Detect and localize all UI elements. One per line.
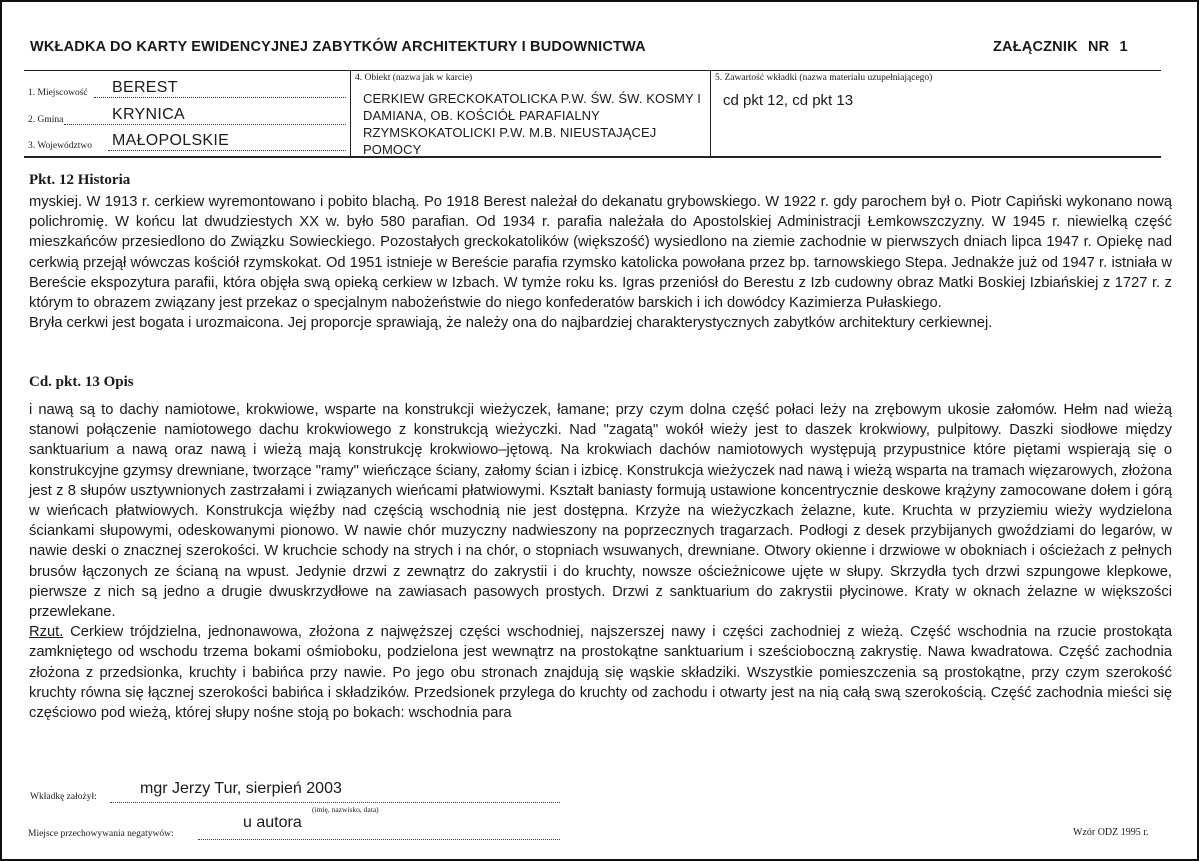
section-13-heading: Cd. pkt. 13 Opis [29,374,134,390]
rzut-text: Cerkiew trójdzielna, jednonawowa, złożona z najwęższej części wschodniej, najszerszej nawy i części zachodniej z wieżą. Część wschodnia na rzucie prostokąta zamkniętego od wschodu trzema bokami ośmioboku, podzielona jest wewnątrz na prostokątne sanktuarium i sześcioboczną zakrystię. Nawa kwadratowa. Część zachodnia złożona z przedsionka, kruchty i babińca przy nawie. Po jego obu stronach znajdują się wąskie składziki. Wszystkie pomieszczenia są prostokątne, przy czym szerokość kruchty równa się łącznej szerokości babińca i składzików. Przedsionek przylega do kruchty od zachodu i otwarty jest na nią całą swą szerokością. Część zachodnia mieści się częściowo pod wieżą, której słupy nośne stoją po bokach: wschodnia para [29,624,1172,722]
wojewodztwo-label: 3. Województwo [28,141,92,151]
miejscowosc-label: 1. Miejscowość [28,88,88,98]
zalozyl-value: mgr Jerzy Tur, sierpień 2003 [140,780,342,797]
zawartosc-label: 5. Zawartość wkładki (nazwa materiału uzupełniającego) [715,73,933,83]
object-info-table [24,70,1161,158]
contents-column [710,71,1162,156]
form-template-version: Wzór ODZ 1995 r. [1073,827,1149,838]
gmina-value: KRYNICA [112,106,185,123]
dotted-line [94,97,346,98]
dotted-line [198,839,560,840]
obiekt-value: CERKIEW GRECKOKATOLICKA P.W. ŚW. ŚW. KOSMY I DAMIANA, OB. KOŚCIÓŁ PARAFIALNY RZYMSKOKATOLICKI P.W. M.B. NIEUSTAJĄCEJ POMOCY [363,91,701,157]
form-title: WKŁADKA DO KARTY EWIDENCYJNEJ ZABYTKÓW ARCHITEKTURY I BUDOWNICTWA [30,39,646,55]
gmina-label: 2. Gmina [28,115,64,125]
gmina-row [28,101,346,127]
section-13-paragraph [29,622,1172,723]
negatywy-label: Miejsce przechowywania negatywów: [28,829,174,839]
negatywy-value: u autora [243,814,302,831]
section-13-paragraph: i nawą są to dachy namiotowe, krokwiowe, wsparte na konstrukcji wieżyczek, łamane; przy czym dolna część połaci leży na zrębowym ukosie załomów. Hełm nad wieżą stanowi połączenie namiotowego dachu krokwiowego z konstrukcją wieżyczki. Nad "zagatą" wokół wieży jest to daszek krokwiowy, pulpitowy. Daszki siodłowe między sanktuarium a nawą oraz nawą i wieżą mają konstrukcję krokwiowo–jętową. Na krokwiach dachów namiotowych występują przypustnice które piętami wspierają się o konstrukcyjne gzymsy drewniane, tworzące "ramy" wieńczące ściany, załomy ścian i izbicę. Konstrukcja wieżyczek nad nawą i wieżą wsparta na tramach więzarowych, złożona jest z 8 słupów usztywnionych zastrzałami i związanych wieńcami płatwiowymi. Kształt baniasty formują ustawione koncentrycznie deskowe krążyny zamocowane dołem i górą w wieńcach płatwiowych. Konstrukcja więźby nad częścią wschodnią nie jest dostępna. Krzyże na wieżyczkach żelazne, kute. Kruchta w przyziemiu wieży wydzielona ściankami słupowymi, odeskowanymi pionowo. W nawie chór muzyczny nadwieszony na poprzecznych tragarzach. Podłogi z desek przybijanych gwoździami do legarów, w nawie deski o znacznej szerokości. W kruchcie schody na strych i na chór, o stopniach wsuwanych, drewniane. Otwory okienne i drzwiowe w obokniach i ościeżach z pełnych brusów łączonych ze ścianą na wpust. Jedynie drzwi z zewnątrz do zakrystii i do kruchty, nowsze ościeżnicowe ujęte w słupy. Skrzydła tych drzwi szpungowe klepkowe, pierwsze z nich są jedno a drugie dwuskrzydłowe na zawiasach pasowych prostych. Drzwi z sanktuarium do zakrystii płycinowe. Kraty w oknach żelazne w większości przewlekane. [29,402,1172,621]
section-12-heading: Pkt. 12 Historia [29,172,131,188]
section-13-body [29,400,1172,723]
wojewodztwo-row [28,127,346,153]
section-12-paragraph: Bryła cerkwi jest bogata i urozmaicona. Jej proporcje sprawiają, że należy ona do najbardziej charakterystycznych zabytków architektury cerkiewnej. [29,315,993,332]
zalozyl-label: Wkładkę założył: [30,792,97,802]
annex-number: ZAŁĄCZNIK NR 1 [993,39,1128,55]
zawartosc-value: cd pkt 12, cd pkt 13 [723,92,854,109]
section-12-paragraph: myskiej. W 1913 r. cerkiew wyremontowano i pobito blachą. Po 1918 Berest należał do dekanatu grybowskiego. W 1922 r. gdy parochem był o. Piotr Capiński wykonano nową polichromię. W końcu lat dwudziestych XX w. było 580 parafian. Od 1934 r. parafia należała do Apostolskiej Administracji Łemkowszczyzny. W 1945 r. niewielką część mieszkańców przesiedlono do Związku Sowieckiego. Pozostałych greckokatolików (większość) wysiedlono na ziemie zachodnie w pierwszych dniach lipca 1947 r. Opiekę nad cerkwią przejął wówczas kościół rzymskokat. Od 1951 istnieje w Bereście parafia rzymsko katolicka powołana przez bp. tarnowskiego Stepa. Jednakże już od 1947 r. istniała w Bereście ekspozytura parafii, która objęła swą opieką cerkiew w Izbach. W tymże roku ks. Igras przeniósł do Berestu z Izb cudowny obraz Matki Boskiej Izbiańskiej z 1727 r. z którym to obrazem związany jest przekaz o specjalnym nabożeństwie do niego konfederatów barskich i ich dowódcy Kazimierza Pułaskiego. [29,194,1172,312]
location-column [24,71,350,156]
obiekt-label: 4. Obiekt (nazwa jak w karcie) [355,73,473,83]
section-12-body [29,192,1172,333]
wojewodztwo-value: MAŁOPOLSKIE [112,132,230,149]
miejscowosc-value: BEREST [112,79,178,96]
dotted-line [108,150,346,151]
dotted-line [110,802,560,803]
dotted-line [64,124,346,125]
miejscowosc-row [28,74,346,100]
zalozyl-hint: (imię, nazwisko, data) [312,805,379,814]
rzut-label: Rzut. [29,624,64,641]
object-column [350,71,711,156]
